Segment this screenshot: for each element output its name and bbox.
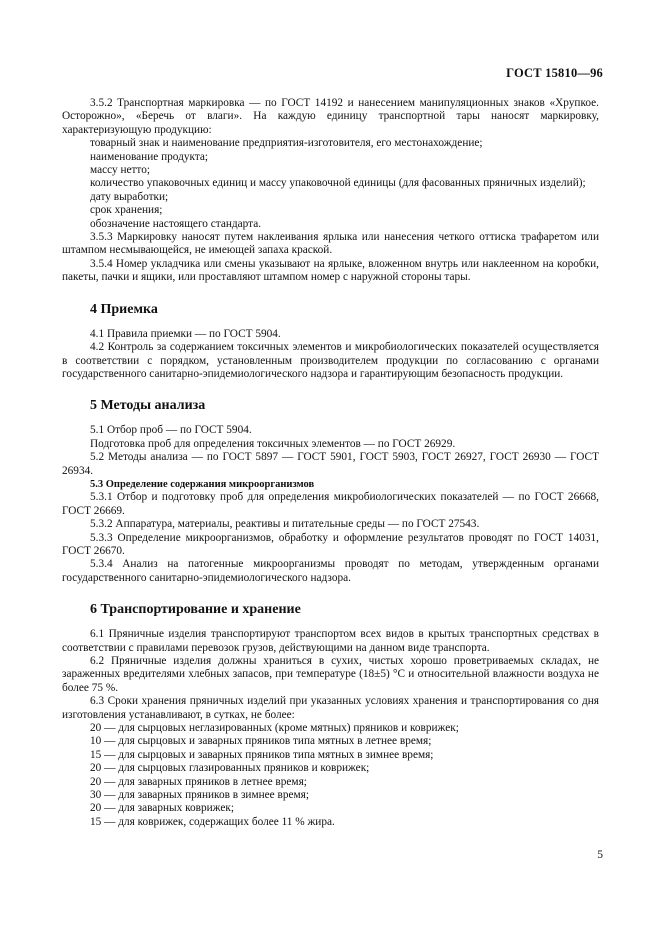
marking-item: наименование продукта; <box>90 150 209 163</box>
clause-4-1: 4.1 Правила приемки — по ГОСТ 5904. <box>90 327 281 340</box>
storage-term-item: 20 — для заварных пряников в летнее время; <box>90 775 307 788</box>
marking-item: массу нетто; <box>90 164 151 177</box>
clause-5-3-4: 5.3.4 Анализ на патогенные микроорганизмы проводят по методам, утвержденным органами государственного санитарно-эпидемиологического надзора. <box>62 558 599 584</box>
clause-6-2: 6.2 Пряничные изделия должны храниться в сухих, чистых хорошо проветриваемых складах, не зараженных вредителями хлебных запасов, при температуре (18±5) °С и относительной влажности воздуха не более 75 %. <box>62 655 599 694</box>
clause-5-3-heading: 5.3 Определение содержания микроорганизмов <box>90 478 315 490</box>
clause-3-5-2: 3.5.2 Транспортная маркировка — по ГОСТ 14192 и нанесением манипуляционных знаков «Хрупкое. Осторожно», «Беречь от влаги». На каждую единицу транспортной тары наносят маркировку, характеризующую продукцию: <box>62 97 599 136</box>
clause-6-3: 6.3 Сроки хранения пряничных изделий при указанных условиях хранения и транспортирования со дня изготовления устанавливают, в сутках, не более: <box>62 695 599 721</box>
clause-4-2: 4.2 Контроль за содержанием токсичных элементов и микробиологических показателей осуществляется в соответствии с порядком, установленным производителем продукции по согласованию с органами государственного санитарно-эпидемиологического надзора и гарантирующим безопасность продукции. <box>62 341 599 380</box>
clause-5-3-2: 5.3.2 Аппаратура, материалы, реактивы и питательные среды — по ГОСТ 27543. <box>90 518 480 531</box>
marking-item: товарный знак и наименование предприятия-изготовителя, его местонахождение; <box>90 137 483 150</box>
storage-term-item: 20 — для заварных коврижек; <box>90 802 234 815</box>
clause-3-5-3: 3.5.3 Маркировку наносят путем наклеивания ярлыка или нанесения четкого оттиска трафаретом или штампом несмывающейся, не имеющей запаха краской. <box>62 231 599 257</box>
storage-term-item: 10 — для сырцовых и заварных пряников типа мятных в летнее время; <box>90 735 432 748</box>
document-body <box>62 97 599 829</box>
section-4-heading: 4 Приемка <box>90 301 158 317</box>
storage-term-item: 30 — для заварных пряников в зимнее время; <box>90 789 309 802</box>
storage-term-item: 20 — для сырцовых неглазированных (кроме мятных) пряников и коврижек; <box>90 722 459 735</box>
clause-6-1: 6.1 Пряничные изделия транспортируют транспортом всех видов в крытых транспортных средствах в соответствии с правилами перевозок грузов, действующими на данном виде транспорта. <box>62 628 599 654</box>
storage-term-item: 15 — для коврижек, содержащих более 11 % жира. <box>90 815 335 828</box>
clause-5-3-3: 5.3.3 Определение микроорганизмов, обработку и оформление результатов проводят по ГОСТ 14031, ГОСТ 26670. <box>62 531 599 557</box>
document-code: ГОСТ 15810—96 <box>506 66 603 80</box>
clause-5-1: 5.1 Отбор проб — по ГОСТ 5904. <box>90 424 252 437</box>
marking-item: срок хранения; <box>90 204 163 217</box>
storage-term-item: 20 — для сырцовых глазированных пряников и коврижек; <box>90 762 370 775</box>
marking-item: обозначение настоящего стандарта. <box>90 217 262 230</box>
clause-5-3-1: 5.3.1 Отбор и подготовку проб для определения микробиологических показателей — по ГОСТ 26668, ГОСТ 26669. <box>62 491 599 517</box>
marking-item: количество упаковочных единиц и массу упаковочной единицы (для фасованных пряничных изделий); <box>90 177 586 190</box>
clause-3-5-4: 3.5.4 Номер укладчика или смены указывают на ярлыке, вложенном внутрь или наклеенном на коробки, пакеты, пачки и ящики, или проставляют штампом номер с наружной стороны тары. <box>62 257 599 284</box>
storage-term-item: 15 — для сырцовых и заварных пряников типа мятных в зимнее время; <box>90 748 434 761</box>
page-number: 5 <box>597 849 603 861</box>
section-6-heading: 6 Транспортирование и хранение <box>90 602 301 618</box>
section-5-heading: 5 Методы анализа <box>90 398 206 414</box>
clause-5-1-prep: Подготовка проб для определения токсичных элементов — по ГОСТ 26929. <box>90 437 456 450</box>
clause-5-2: 5.2 Методы анализа — по ГОСТ 5897 — ГОСТ 5901, ГОСТ 5903, ГОСТ 26927, ГОСТ 26930 — ГОСТ 26934. <box>62 451 599 477</box>
marking-item: дату выработки; <box>90 190 169 203</box>
